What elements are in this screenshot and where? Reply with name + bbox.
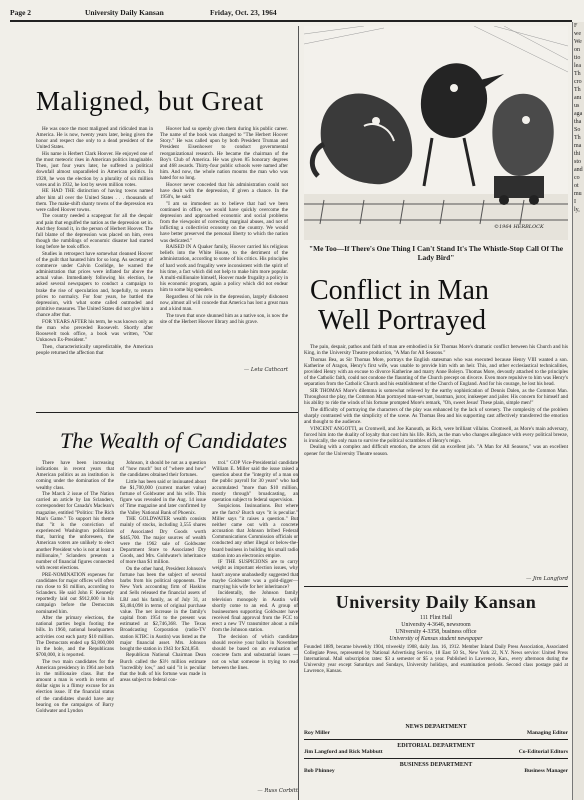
strip-fragment: Th [574, 87, 581, 93]
strip-fragment: ly, [574, 207, 580, 213]
paragraph: The difficulty of portraying the characters of the play was enhanced by the lack of scenery. The complexity of the problem sharply contrasted with the simplicity of the scene. As Thomas Bea and his supporting cast affectively transferred the emotion and thought to the audience. [304, 406, 568, 426]
strip-fragment: Th [574, 135, 581, 141]
news-role: Managing Editor [526, 730, 568, 736]
signature-russ: — Russ Corbitt [257, 788, 298, 794]
article-wealth-col1 [36, 460, 114, 796]
issue-date: Friday, Oct. 23, 1964 [210, 8, 277, 17]
header-rule [10, 20, 572, 22]
paragraph: The two main candidates for the American presidency in 1964 are both in the millionaire class. But the amount a man is worth in terms of dollar signs is a flimsy excuse for an election issue. If the financial status of the candidates should have any bearing on the campaigns of Barry Goldwater and Lyndon [36, 658, 114, 714]
strip-fragment: tha [574, 119, 582, 125]
strip-fragment: tio [574, 55, 581, 61]
masthead-title: University Daily Kansan [335, 592, 537, 612]
editorial-dept: EDITORIAL DEPARTMENT [397, 743, 475, 749]
paragraph: Republican National Chairman Dean Burch called the $3½ million estimate "incredibly low," and said "it is peculiar that the bulk of his fortune was made in areas subject to federal con- [120, 652, 206, 684]
staff-box [304, 724, 568, 774]
masthead [304, 592, 568, 675]
paragraph: The March 2 issue of The Nation carried an article by Ian Sclanders, correspondent for Canada's Maclean's magazine, entitled "Politics: The Rich Man's Game." To support his theme that "it is the conviction of experienced Washington politicians that, barring the unforeseen, the American voters are unlikely to elect another President who is not at least a millionaire," Sclanders presents a number of financial figures connected with recent elections. [36, 491, 114, 572]
paragraph: VINCENT ANGOTTI, as Cromwell, and Joe Kanouth, as Rich, were brilliant villains. Cromwell, as More's main adversary, forced him into the duality of loyalty that cost him his life. Rich, as the man who changes allegiance with every political breeze, is ironically, the only man to survive the political scrambles of Henry's reign. [304, 425, 568, 444]
paragraph: IF THE SUSPICIONS are to carry weight as important election issues, why hasn't anyone unabashedly suggested that maybe Goldwater was a gold-digger—marrying his wife for her inheritance? [212, 559, 298, 590]
page-header [10, 8, 570, 20]
news-staff [304, 730, 568, 736]
article-wealth-col3 [212, 460, 298, 788]
paragraph: There have been increasing indications in recent years that American politics as an institution is coming under the domination of the wealthy class. [36, 460, 114, 491]
business-staff [304, 768, 568, 774]
column-divider [298, 26, 299, 412]
strip-fragment: cro [574, 79, 582, 85]
strip-fragment: lea [574, 63, 581, 69]
paragraph: PRE-NOMINATION expenses for candidates for major offices will often run close to $1 million, according to Sclanders. He said John F. Kennedy reportedly laid out $912,000 in his campaign before the Democrats nominated him. [36, 571, 114, 615]
paragraph: Little has been said or insinuated about the $1,700,000 (current market value) fortune of Goldwater and his wife. This figure was revealed in the Aug. 14 issue of Time magazine and later confirmed by the Valley National Bank of Phoenix. [120, 478, 206, 516]
strip-fragment: us [574, 103, 580, 109]
strip-fragment: we [574, 31, 581, 37]
paragraph: On the other hand, President Johnson's fortune has been the subject of several barbs from his political opponents. The New York accounting firm of Haskins and Sells released the financial assets of LBJ and his family, as of July 31, at $3,484,098 in terms of original purchase value. The net increase in the family's capital from 1954 to the present was estimated at $2,746,368. The Texas Broadcasting Corporation (radio-TV station KTBC in Austin) was listed as the major financial asset. Mrs. Johnson bought the station in 1943 for $24,850. [120, 565, 206, 652]
page-number: Page 2 [10, 8, 32, 17]
strip-fragment: We [574, 39, 582, 45]
editorial-names: Jim Langford and Rick Mabbutt [304, 749, 383, 755]
paper-name: University Daily Kansan [85, 8, 164, 17]
strip-fragment: I [574, 199, 576, 205]
cartoon-credit: ©1964 HERBLOCK [494, 224, 544, 230]
article-title-wealth: The Wealth of Candidates [60, 428, 288, 453]
paragraph: HE HAD THE distinction of having towns named after him all over the United States . . . thousands of them. The make-shift shanty towns of the depression era were called Hoover towns. [36, 188, 153, 213]
paragraph: Johnson, it should be not as a question of "how much" but of "where and how" the candidates obtained their fortunes. [120, 460, 206, 479]
signature-jim: — Jim Langford [525, 576, 568, 582]
editorial-role: Co-Editorial Editors [518, 749, 568, 755]
news-name: Roy Miller [304, 730, 330, 736]
editorial-staff [304, 749, 568, 755]
paragraph: Hoover never conceded that his administration could not have dealt with the depression, if given a chance. In the 1950's, he said: [160, 181, 288, 201]
paragraph: He was once the most maligned and ridiculed man in America. He is now, twenty years later, being given the honor and respect due only to a dead president of the United States. [36, 126, 153, 151]
paragraph: Studies in retrospect have somewhat cleansed Hoover of the guilt that haunted him for so long. As secretary of commerce under Calvin Coolidge, he warned the administration that prices were inflated far above the actual value. Immediately following his election, he asked several newspapers to conduct a campaign to brake the rise of speculation and, hopefully, to return prices to normalcy. For four years, he battled the depression, with what some called outmoded and primitive measures. The United States did not give him a chance after that. [36, 250, 153, 319]
signature-leta: — Leta Cathcart [243, 367, 288, 373]
paragraph: Hoover had so openly given them during his public career. The name of the book was changed to "The Herbert Hoover Story." He was called upon by both President Truman and President Eisenhower to conduct governmental reorganizational research. He became the chairman of the Boy's Club of America. He was given 85 honorary degrees and 468 awards. Thirty-four public schools were named after him. And now, the whole nation mourns the man who was hated for so long. [160, 126, 288, 182]
adjacent-page-strip [572, 22, 584, 800]
paragraph: His name is Herbert Clark Hoover. He enjoyed one of the most meteoric rises in American politics imaginable. Then, just four years later, he suffered a political downfall almost unparalleled in American politics. In 1928, he won the election by a plurality of six million votes and in 1932, he lost by seven million votes. [36, 151, 153, 188]
paragraph: FOR YEARS AFTER his term, he was known only as the man who preceded Roosevelt. Shortly after Roosevelt took office, a book was written, "Our Unknown Ex-President." [36, 318, 153, 344]
masthead-address: 111 Flint Hall [419, 615, 453, 621]
article-maligned-col1 [36, 126, 153, 360]
article-maligned-col2 [160, 126, 288, 360]
article-title-conflict-2: Well Portrayed [318, 305, 487, 336]
strip-fragment: aga [574, 111, 583, 117]
article-title-conflict-1: Conflict in Man [310, 275, 489, 306]
paragraph: The pain, despair, pathos and faith of man are embodied in Sir Thomas More's dramatic conflict between his Church and his King, in the University Theatre production, "A Man for All Seasons." [304, 344, 568, 357]
strip-fragment: F [574, 23, 578, 29]
strip-fragment: anı [574, 95, 582, 101]
article-wealth-col2 [120, 460, 206, 796]
section-rule [36, 412, 298, 413]
strip-fragment: ma [574, 143, 582, 149]
strip-fragment: co [574, 175, 580, 181]
strip-fragment: Th [574, 71, 581, 77]
column-divider-2 [298, 412, 299, 800]
news-dept: NEWS DEPARTMENT [405, 724, 467, 730]
paragraph: The country needed a scapegoat for all the despair and pain that engulfed the nation as the depression set in. And they found it, in the person of Herbert Hoover. The full blame of the depression was placed on him, even though the rumblings of economic disaster had started long before he took office. [36, 213, 153, 251]
masthead-phone2: UNiversity 4-3358, business office [395, 629, 477, 635]
paragraph: Then, characteristically unpredictable, the American people returned the affection that [36, 343, 153, 356]
business-role: Business Manager [524, 768, 568, 774]
strip-fragment: mu [574, 191, 582, 197]
paragraph: RAISED IN A Quaker family, Hoover carried his religious beliefs into the White House, to the detriment of the administration, according to some of his critics. His principles of hard work and frugality were inconsistent with the spirit of his time, a fact which did not help to make him more popular. A multi-millionaire himself, Hoover made frugality a policy in his economic program, again a policy which did not endear him to some big spenders. [160, 244, 288, 294]
article-conflict-body [304, 344, 568, 572]
article-title-maligned: Maligned, but Great [36, 86, 264, 116]
paragraph: Thomas Bea, as Sir Thomas More, portrays the English statesman who was executed because Henry VIII wanted a son. Katherine of Aragon, Henry's first wife, was unable to provide him with an heir. This, and other ecclesiastical technicalities, provided Henry with an excuse to divorce Katherine and marry Anne Boleyn. Thomas More, devoutly attached to the principles of the Catholic faith, could not condone the flaunting of the Church precept on divorce. Even more repulsive to him was Henry's separation from the Catholic Church and his establishment of the Church of England. And for his courage, he lost his head. [304, 356, 568, 388]
strip-fragment: thi [574, 151, 581, 157]
paragraph: trol." GOP Vice-Presidential candidate William E. Miller said the issue raised a question about the "integrity of a man on the public payroll for 30 years" who had accumulated "more than $10 million, mostly through" broadcasting, an operation subject to federal supervision. [212, 460, 298, 503]
paragraph: "I am so immodest as to believe that had we been continued in office, we would have quickly overcome the depression and approached economic and social problems from the viewpoint of correcting marginal abuses, and not of inflicting a collectivist economy on the country. We would have better preserved the personal liberty to which the nation was dedicated." [160, 200, 288, 244]
business-dept: BUSINESS DEPARTMENT [399, 762, 473, 768]
paragraph: The decision of which candidate should receive your ballot in November should be based on an evaluation of concrete facts and substantial issues — not on what someone is trying to read between the lines. [212, 633, 298, 671]
strip-fragment: ot [574, 183, 579, 189]
business-name: Bob Phinney [304, 768, 335, 774]
cartoon-caption: "Me Too—If There's One Thing I Can't Stand It's The Whistle-Stop Call Of The Lady Bird" [308, 244, 563, 262]
paragraph: After the primary elections, the national parties begin footing the bills. In 1960, national headquarters activities cost each party $10 million. The Democrats ended up $3,800,000 in the hole, and the Republicans $700,000, it is reported. [36, 615, 114, 659]
masthead-rule [304, 586, 568, 587]
paragraph: THE GOLDWATER wealth consists mainly of stocks, including 3,555 shares of Associated Dry Goods worth $445,700. The major sources of wealth were the 1962 sale of Goldwater Department Store to Associated Dry Goods, and Mrs. Goldwater's inheritance of more than $1 million. [120, 516, 206, 566]
paragraph: Incidentally, the Johnson family television monopoly in Austin will shortly come to an end. A group of businessmen supporting Goldwater have received final approval from the FCC to erect a new TV transmitter about a mile from the Johnson station. [212, 590, 298, 634]
strip-fragment: sto [574, 159, 582, 165]
paragraph: Regardless of his role in the depression, largely dishonest now, almost all will concede that America has lost a great man and a kind man. [160, 293, 288, 313]
paragraph: Suspicions. Insinuations. But where are the facts? Burch says "it is peculiar." Miller says "it raises a question." But neither came out with a concrete accusation that Johnson bribed Federal Communications Commission officials or conducted any other illegal or below-the-board business in building his small radio station into an electronics empire. [212, 503, 298, 559]
paragraph: Dealing with a complex and difficult emotion, the actors did an excellent job. "A Man for All Seasons," was an excellent opener for the University Theatre season. [304, 444, 568, 457]
strip-fragment: So [574, 127, 581, 133]
masthead-phones: University 4-3646, newsroom [401, 622, 471, 628]
strip-fragment: and [574, 167, 583, 173]
masthead-owner: University of Kansas student newspaper [389, 636, 483, 642]
masthead-info: Founded 1889, became biweekly 1904, triweekly 1908, daily Jan. 16, 1912. Member Inland Daily Press Association, Associated Collegiate Press, represented by National Advertising Service, 18 East 50 St., New York 22, N.Y. News service: United Press International. Mail subscription rates: $3 a semester or $5 a year. Published in Lawrence, Kan., every afternoon during the University year except Saturdays and Sundays, University holidays, and examination periods. Second class postage paid at Lawrence, Kansas. [304, 645, 568, 674]
strip-fragment: on [574, 47, 580, 53]
paragraph: The town that once shunned him as a native son, is now the site of the Herbert Hoover library and his grave. [160, 312, 288, 325]
paragraph: SIR THOMAS More's dilemma is somewhat relieved by the earthy sophistication of Dennis Dalen, as the Common Man. Throughout the play, the Common Man portrayed man-servant, boatman, juror, innkeeper and jailer. His concern for himself and his ability to ride the winds of his fortune prompted More's remark, "Oh, sweet Jesus! These plain, simple men!" [304, 387, 568, 407]
cartoon-drawing [304, 26, 568, 240]
editorial-cartoon [304, 26, 568, 240]
